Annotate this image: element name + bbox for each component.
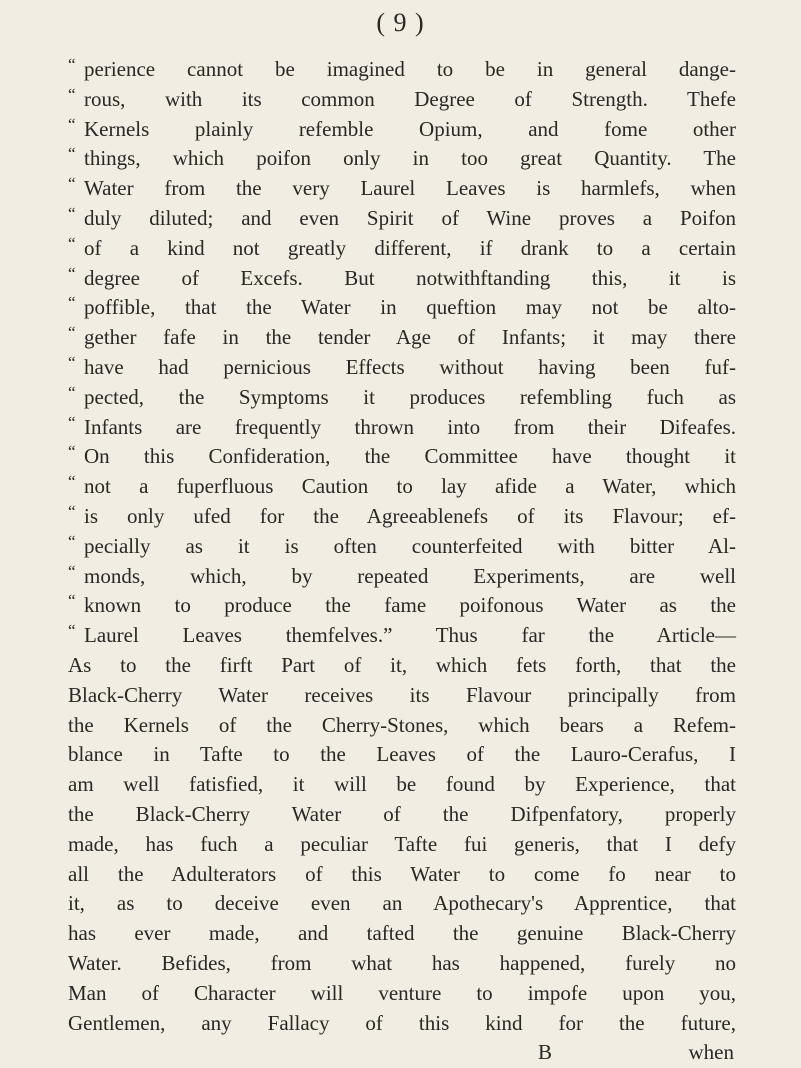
line-text: Black-Cherry Water receives its Flavour principally from (68, 682, 736, 707)
text-line (68, 532, 736, 562)
line-text: the Black-Cherry Water of the Difpenfatory, properly (68, 801, 736, 826)
line-text: it, as to deceive even an Apothecary's Apprentice, that (68, 891, 736, 916)
line-text: made, has fuch a peculiar Tafte fui generis, that I defy (68, 831, 736, 856)
quote-mark: “ (68, 501, 76, 521)
line-text: monds, which, by repeated Experiments, are well (84, 563, 736, 588)
catch-line (68, 1038, 736, 1068)
quote-mark: “ (68, 293, 76, 313)
quote-mark: “ (68, 84, 76, 104)
line-text: has ever made, and tafted the genuine Black-Cherry (68, 921, 736, 946)
text-line (68, 204, 736, 234)
line-text: not a fuperfluous Caution to lay afide a Water, which (84, 474, 736, 499)
catchword: when (688, 1040, 734, 1065)
text-line (68, 383, 736, 413)
text-line (68, 651, 736, 681)
line-text: Infants are frequently thrown into from their Difeafes. (84, 414, 736, 439)
text-line (68, 144, 736, 174)
text-line (68, 264, 736, 294)
quote-mark: “ (68, 382, 76, 402)
quote-mark: “ (68, 263, 76, 283)
quote-mark: “ (68, 323, 76, 343)
text-line (68, 889, 736, 919)
text-line (68, 353, 736, 383)
line-text: On this Confideration, the Committee have thought it (84, 444, 736, 469)
text-line (68, 293, 736, 323)
line-text: As to the firft Part of it, which fets forth, that the (68, 652, 736, 677)
line-text: gether fafe in the tender Age of Infants; it may there (84, 325, 736, 350)
line-text: poffible, that the Water in queftion may not be alto- (84, 295, 736, 320)
text-line (68, 621, 736, 651)
signature-mark: B (538, 1040, 553, 1065)
quote-mark: “ (68, 412, 76, 432)
quote-mark: “ (68, 561, 76, 581)
text-line (68, 740, 736, 770)
line-text: degree of Excefs. But notwithftanding this, it is (84, 265, 736, 290)
line-text: duly diluted; and even Spirit of Wine proves a Poifon (84, 205, 736, 230)
line-text: pecially as it is often counterfeited with bitter Al- (84, 533, 736, 558)
line-text: is only ufed for the Agreeablenefs of its Flavour; ef- (84, 503, 736, 528)
quote-mark: “ (68, 144, 76, 164)
quote-mark: “ (68, 352, 76, 372)
line-text: the Kernels of the Cherry-Stones, which bears a Refem- (68, 712, 736, 737)
line-text: of a kind not greatly different, if drank to a certain (84, 235, 736, 260)
text-line (68, 502, 736, 532)
text-line (68, 1009, 736, 1039)
line-text: Laurel Leaves themfelves.” Thus far the Article— (84, 623, 736, 648)
text-line (68, 591, 736, 621)
line-text: am well fatisfied, it will be found by Experience, that (68, 772, 736, 797)
line-text: Water. Befides, from what has happened, furely no (68, 950, 736, 975)
text-line (68, 830, 736, 860)
line-text: known to produce the fame poifonous Water as the (84, 593, 736, 618)
text-line (68, 55, 736, 85)
quote-mark: “ (68, 114, 76, 134)
line-text: blance in Tafte to the Leaves of the Lauro-Cerafus, I (68, 742, 736, 767)
text-line (68, 949, 736, 979)
text-line (68, 711, 736, 741)
line-text: Gentlemen, any Fallacy of this kind for the future, (68, 1010, 736, 1035)
text-line (68, 413, 736, 443)
line-text: things, which poifon only in too great Quantity. The (84, 146, 736, 171)
text-line (68, 860, 736, 890)
text-line (68, 919, 736, 949)
quote-mark: “ (68, 233, 76, 253)
line-text: all the Adulterators of this Water to come fo near to (68, 861, 736, 886)
quote-mark: “ (68, 621, 76, 641)
body-text (68, 55, 736, 1068)
line-text: pected, the Symptoms it produces refembling fuch as (84, 384, 736, 409)
line-text: rous, with its common Degree of Strength. Thefe (84, 86, 736, 111)
line-text: perience cannot be imagined to be in general dange- (84, 57, 736, 81)
quote-mark: “ (68, 55, 76, 74)
text-line (68, 681, 736, 711)
line-text: have had pernicious Effects without having been fuf- (84, 354, 736, 379)
text-line (68, 323, 736, 353)
page-number: ( 9 ) (376, 8, 425, 37)
line-text: Kernels plainly refemble Opium, and fome other (84, 116, 736, 141)
line-text: Water from the very Laurel Leaves is harmlefs, when (84, 176, 736, 201)
quote-mark: “ (68, 591, 76, 611)
text-line (68, 234, 736, 264)
quote-mark: “ (68, 531, 76, 551)
text-line (68, 442, 736, 472)
quote-mark: “ (68, 203, 76, 223)
quote-mark: “ (68, 174, 76, 194)
text-line (68, 115, 736, 145)
text-line (68, 174, 736, 204)
quote-mark: “ (68, 472, 76, 492)
text-line (68, 800, 736, 830)
text-line (68, 562, 736, 592)
line-text: Man of Character will venture to impofe upon you, (68, 980, 736, 1005)
quote-mark: “ (68, 442, 76, 462)
text-line (68, 979, 736, 1009)
text-line (68, 770, 736, 800)
text-line (68, 85, 736, 115)
text-line (68, 472, 736, 502)
